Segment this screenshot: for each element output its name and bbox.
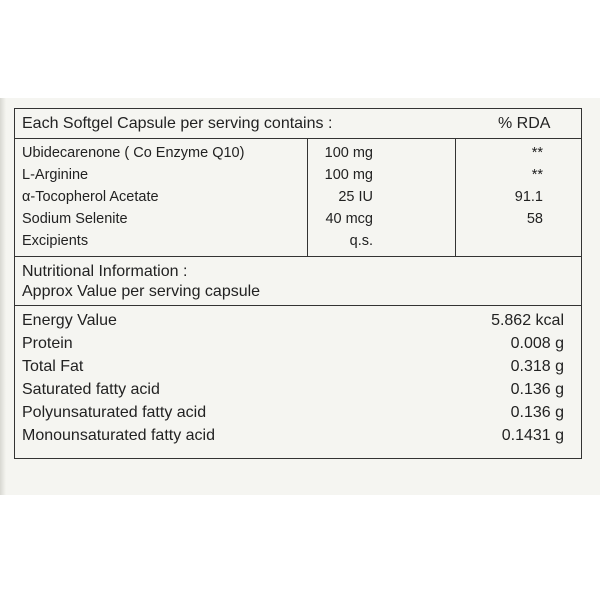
nutrient-name: Energy Value: [22, 312, 117, 329]
nutrient-value: 0.318 g: [510, 358, 564, 375]
nutrient-value: 0.136 g: [510, 404, 564, 421]
ingredient-rda: 58: [526, 211, 543, 227]
header-divider: [15, 138, 581, 139]
ingredient-name: Sodium Selenite: [22, 211, 128, 227]
nutrient-value: 5.862 kcal: [491, 312, 564, 329]
ingredient-rda: **: [531, 167, 543, 183]
nutrient-value: 0.008 g: [510, 335, 564, 352]
nutrient-name: Total Fat: [22, 358, 84, 375]
nutrient-value: 0.136 g: [510, 381, 564, 398]
ingredient-name: Excipients: [22, 233, 89, 249]
ingredient-amount: q.s.: [349, 233, 373, 249]
nutrient-name: Saturated fatty acid: [22, 381, 160, 398]
nutrient-name: Monounsaturated fatty acid: [22, 427, 216, 444]
ingredient-amount: 40 mcg: [325, 211, 373, 227]
ingredient-name: Ubidecarenone ( Co Enzyme Q10): [22, 145, 245, 161]
nutrient-name: Polyunsaturated fatty acid: [22, 404, 207, 421]
nutrient-value: 0.1431 g: [501, 427, 564, 444]
amount-column-divider: [307, 138, 308, 256]
nutrition-info-divider: [15, 305, 581, 306]
ingredients-divider: [15, 256, 581, 257]
supplement-facts-table: [14, 108, 582, 459]
ingredient-amount: 100 mg: [324, 167, 373, 183]
panel-edge-shadow: [0, 98, 6, 495]
ingredient-amount: 25 IU: [338, 189, 373, 205]
nutrition-info-subheading: Approx Value per serving capsule: [22, 283, 261, 300]
rda-header: % RDA: [498, 115, 551, 132]
ingredient-name: α-Tocopherol Acetate: [22, 189, 159, 205]
rda-column-divider: [455, 138, 456, 256]
ingredient-rda: **: [531, 145, 543, 161]
ingredient-name: L-Arginine: [22, 167, 89, 183]
header-title: Each Softgel Capsule per serving contains :: [22, 115, 333, 132]
ingredient-rda: 91.1: [514, 189, 543, 205]
nutrition-info-heading: Nutritional Information :: [22, 263, 188, 280]
ingredient-amount: 100 mg: [324, 145, 373, 161]
nutrient-name: Protein: [22, 335, 73, 352]
